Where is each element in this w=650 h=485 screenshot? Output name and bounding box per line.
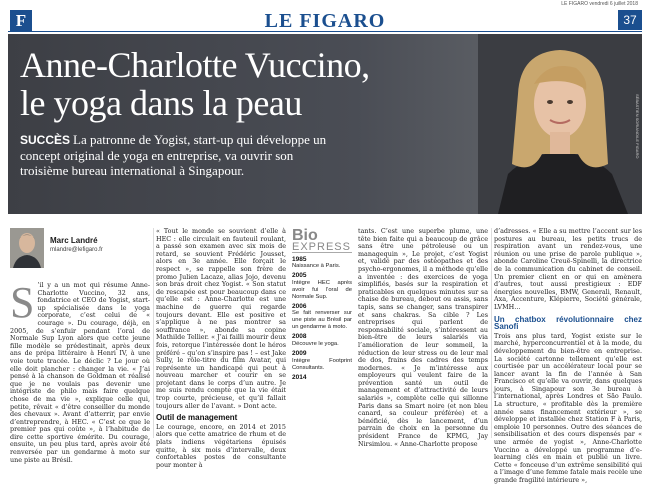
column-1-text: ’il y a un mot qui résume Anne-Charlotte Vuccino, 32 ans, fondatrice et CEO de Yogist, start-up spécialisée dans le yoga corporate, c’est celui de « courage ». Du courage, déjà, en 2005, de s’enfuir pendant l’oral de Normale Sup Lyon alors que cette jeune fille modèle se prédestinait, après deux ans de prépa littéraire à Henri IV, à une voie toute tracée. Le déclic ? Le jour où elle doit plancher : changer la vie. « J’ai pensé à la chanson de Goldman et réalisé que je ne voulais pas devenir une intégriste de philo mais faire quelque chose de ma vie », explique celle qui, petite, rêvait « d’être conseiller du monde des chevaux ». Avant d’atterrir, par envie d’entreprendre, à HEC. « C’est ce que le premier pas qui coûte », à l’habitude de dire cette sportive émérite. Du courage, ensuite, un peu plus tard, après avoir été renversée par un gendarme à moto sur une piste au Brésil. (10, 281, 150, 464)
bio-express-box (292, 228, 352, 438)
hero-banner (8, 34, 642, 214)
column-divider (153, 228, 154, 438)
column-2-text-continued: Le courage, encore, en 2014 et 2015 alors que cette amatrice de rhum et de plats indiens végétariens épuisés quitte, à six mois d’intervalle, deux confortables postes de consultante pour monter à (156, 422, 286, 469)
column-5-text: d’adresses. « Elle a su mettre l’accent sur les postures au bureau, les petits trucs de respiration avant un rendez-vous, une réunion ou une prise de parole publique », abonde Caroline Creuë-Spinelli, la directrice de la communication du cabinet de conseil. Un premier client en or qui en amènera d’autres, tout aussi prestigieux : EDF énergies nouvelles, BMW, Generali, Renault, Axa, Accenture, Klépierre, Société générale, LVMH… (494, 227, 642, 311)
article-column-4 (358, 227, 488, 448)
column-divider (491, 228, 492, 438)
byline (10, 228, 150, 276)
photo-credit: SÉBASTIEN SORIANO/LE FIGARO (635, 94, 640, 159)
bio-text: Naissance à Paris. (292, 263, 341, 270)
drop-cap: S (10, 278, 35, 327)
headline-line-2: le yoga dans la peau (20, 83, 302, 123)
bio-text: Découvre le yoga. (292, 340, 339, 347)
deck (20, 132, 330, 178)
bio-text: Intègre Footprint Consultants. (292, 357, 352, 371)
headline (20, 46, 460, 122)
article-column-5 (494, 227, 642, 484)
bio-entry (292, 333, 352, 348)
bio-entry (292, 374, 352, 382)
deck-text: La patronne de Yogist, start-up qui développe un concept original de yoga en entreprise, va ouvrir son troisième bureau international à Singapour. (20, 132, 327, 178)
bio-entry (292, 350, 352, 372)
bio-year: 2006 (292, 302, 307, 310)
bio-year: 2014 (292, 373, 307, 381)
bio-entry (292, 303, 352, 332)
author-email[interactable]: mlandre@lefigaro.fr (50, 247, 103, 253)
page-number: 37 (618, 10, 642, 30)
author-name: Marc Landré (50, 236, 98, 245)
bio-text: Se fait renverser sur une piste au Brésil par un gendarme à moto. (292, 310, 352, 331)
bio-year: 2008 (292, 333, 307, 341)
column-2-text: « Tout le monde se souvient d’elle à HEC : elle circulait en fauteuil roulant, a passé son examen avec six mois de retard, se souvient Frédéric Jousset, alors en 3e année. Elle forçait le respect », se rappelle son frère de promo Julien Lacaze, alias Jojo, devenu son bras droit chez Yogist. « Son statut de rescapée est pour beaucoup dans ce qu’elle est : Anne-Charlotte est une machine de guerre qui regarde toujours devant. Elle est positive et s’applique à ne pas montrer sa souffrance », abonde sa copine Mathilde Tellier. « J’ai failli mourir deux fois, retorque l’intéressée dont le héros préféré – qu’on s’inspire pas ! – est Jake Sully, le rôle-titre du film Avatar, qui représente un handicapé qui peut à nouveau marcher et courir en se projetant dans le corps d’un autre. Je me suis rendu compte que la vie était trop courte, précieuse, et qu’il fallait toujours aller de l’avant. » Dont acte. (156, 227, 286, 410)
subhead-outil-management: Outil de management (156, 413, 238, 423)
bio-year: 2009 (292, 349, 307, 357)
masthead (8, 8, 642, 32)
bio-subtitle: EXPRESS (292, 241, 351, 253)
column-5-text-continued: Trois ans plus tard, Yogist existe sur le marché, hyperconcurrentiel et à la mode, du développement du bien-être en entreprise. La société cartonne tellement qu’elle est courtisée par un accélérateur local pour se lancer avant la fin de l’année à San Francisco et qu’elle va ouvrir, dans quelques jours, à Singapour son 3e bureau à l’international, après Londres et São Paulo. La structure, « profitable dès la première année sans financement extérieur », se développe et installée chez Station F à Paris, emploie 10 personnes. Outre des séances de sensibilisation et des cours dispensés par « une armée de yogist », Anne-Charlotte Vuccino a développé un programme d’e-learning clés en main et publié un livre. Cette « fonceuse d’un extrême sensibilité qui a l’image d’une femme fatale mais recèle une grande fragilité intérieure », (494, 331, 642, 484)
figaro-logo-icon: F (10, 10, 32, 32)
bio-entry (292, 256, 352, 271)
bio-year: 1985 (292, 255, 307, 263)
bio-title: Bio (292, 227, 318, 244)
bio-entry (292, 272, 352, 301)
bio-text: Intègre HEC après avoir fui l’oral de Normale Sup. (292, 279, 352, 300)
newspaper-title: LE FIGARO (264, 10, 386, 32)
author-avatar (10, 228, 44, 268)
bio-year: 2005 (292, 272, 307, 280)
article-column-2 (156, 227, 286, 469)
deck-kicker: SUCCÈS (20, 133, 71, 147)
column-4-text: tants. C’est une superbe plume, une tête bien faite qui a beaucoup de grâce sans être une pétroleuse ou un managequin », Le projet, c’est Yogist et, validé par des ostéopathes et des psycho-ergonomes, il a méthode qu’elle a inventée : des exercices de yoga simplifiés, basés sur la respiration et praticables en quelques minutes sur sa chaise de bureau, debout ou assis, sans tapis, sans se changer, sans transpirer et sans chakras. Sa cible ? Les entreprises qui parlent de responsabilité sociale, s’intéressent au bien-être de leurs salariés via l’amélioration de leur sommeil, la réduction de leur stress ou de leur mal de dos, frains des cadres des temps modernes. « Je m’intéresse aux employeurs qui veulent faire de la prévention santé un outil de management et d’attractivité de leurs salariés », complète celle qui sillonne Paris dans sa Smart noire (et non bleu canard, sa couleur préférée) et a bénéficié, dès le lancement, d’un parrain de choix en la personne du président France de KPMG, Jay Nirsimlou. « Anne-Charlotte propose (358, 227, 488, 448)
top-date-line: LE FIGARO vendredi 6 juillet 2018 (561, 1, 638, 7)
portrait-photo (478, 34, 642, 214)
subhead-chatbox: Un chatbox révolutionnaire chez Sanofi (494, 314, 642, 332)
article-column-1 (10, 278, 150, 464)
headline-line-1: Anne-Charlotte Vuccino, (20, 45, 370, 85)
